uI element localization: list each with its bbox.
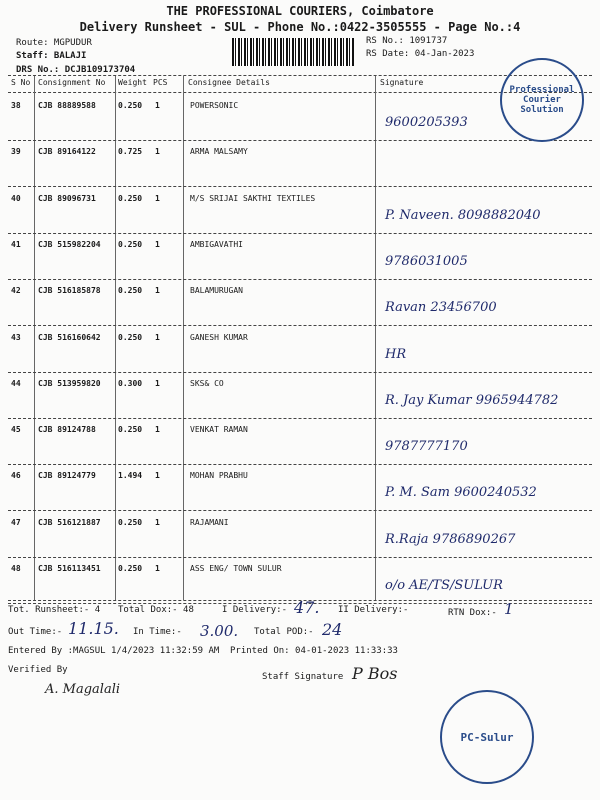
consignment-cell: CJB 515982204 [38,239,101,249]
weight-cell: 0.250 [118,101,143,110]
table-row [0,329,600,375]
sno-cell: 46 [11,471,21,481]
consignee-cell: MOHAN PRABHU [190,471,248,481]
pcs-cell: 1 [155,471,160,481]
i-delivery-value: 47. [294,598,320,617]
col-weight: Weight [118,78,147,87]
consignee-cell: ASS ENG/ TOWN SULUR [190,564,282,573]
consignee-cell: BALAMURUGAN [190,286,243,296]
consignee-cell: POWERSONIC [190,101,239,110]
pcs-cell: 1 [155,425,160,435]
weight-cell: 0.250 [118,564,143,573]
pcs-cell: 1 [155,101,160,110]
out-time-label: Out Time:- [8,627,63,637]
document-title: THE PROFESSIONAL COURIERS, Coimbatore [166,4,434,18]
table-row [0,143,600,189]
total-pod-value: 24 [322,620,343,639]
consignment-cell: CJB 89164122 [38,147,96,157]
col-consignee: Consignee Details [188,78,270,87]
weight-cell: 0.250 [118,332,143,342]
recipient-signature: 9600205393 [385,115,468,130]
consignee-cell: SKS& CO [190,378,224,388]
recipient-signature: o/o AE/TS/SULUR [385,578,503,593]
weight-cell: 0.725 [118,147,143,157]
barcode [232,38,354,66]
staff-signature-label: Staff Signature [262,672,344,682]
weight-cell: 0.250 [118,517,143,527]
weight-cell: 0.250 [118,286,143,296]
staff: Staff: BALAJI [16,51,87,61]
pcs-cell: 1 [155,239,160,249]
in-time-label: In Time:- [133,627,182,637]
recipient-signature: P. M. Sam 9600240532 [385,485,537,501]
rs-date: RS Date: 04-Jan-2023 [366,49,475,59]
printed-on: Printed On: 04-01-2023 11:33:33 [230,646,398,656]
table-row [0,514,600,560]
recipient-signature: P. Naveen. 8098882040 [385,207,541,223]
pcs-cell: 1 [155,564,160,573]
verifier-signature: A. Magalali [45,682,121,697]
sno-cell: 39 [11,147,21,157]
rtn-dox-label: RTN Dox:- [448,608,497,618]
consignment-cell: CJB 89124779 [38,471,96,481]
document-subtitle: Delivery Runsheet - SUL - Phone No.:0422-3505555 - Page No.:4 [79,20,521,34]
ii-delivery-label: II Delivery:- [338,605,409,615]
table-row [0,236,600,282]
pcs-cell: 1 [155,332,160,342]
i-delivery-label: I Delivery:- [222,605,288,615]
verified-by-label: Verified By [8,665,68,675]
col-sno: S No [11,78,31,87]
consignment-cell: CJB 516121887 [38,517,101,527]
route: Route: MGPUDUR [16,38,92,48]
rtn-dox-value: 1 [504,600,514,618]
recipient-signature: 9786031005 [385,253,468,269]
consignee-cell: ARMA MALSAMY [190,147,248,157]
out-time-value: 11.15. [68,619,119,638]
table-row [0,375,600,421]
pcs-cell: 1 [155,517,160,527]
col-pcs: PCS [153,78,168,87]
staff-signature: P Bos [352,664,398,683]
recipient-signature: R.Raja 9786890267 [385,531,516,547]
weight-cell: 0.300 [118,378,143,388]
consignee-cell: AMBIGAVATHI [190,239,243,249]
in-time-value: 3.00. [200,622,239,640]
pcs-cell: 1 [155,286,160,296]
pcs-cell: 1 [155,378,160,388]
table-row [0,421,600,467]
sno-cell: 45 [11,425,21,435]
tot-runsheet: Tot. Runsheet:- 4 [8,605,101,615]
consignment-cell: CJB 88889588 [38,101,96,110]
recipient-signature: Ravan 23456700 [385,300,497,316]
pcs-cell: 1 [155,193,160,203]
entered-by: Entered By :MAGSUL 1/4/2023 11:32:59 AM [8,646,220,656]
sno-cell: 40 [11,193,21,203]
sno-cell: 41 [11,239,21,249]
table-row [0,190,600,236]
pcs-cell: 1 [155,147,160,157]
sno-cell: 38 [11,101,21,110]
branch-stamp: PC-Sulur [440,690,534,784]
consignee-cell: VENKAT RAMAN [190,425,248,435]
consignee-cell: RAJAMANI [190,517,229,527]
consignment-cell: CJB 516160642 [38,332,101,342]
consignment-cell: CJB 89096731 [38,193,96,203]
consignment-cell: CJB 513959820 [38,378,101,388]
recipient-signature: HR [385,346,407,362]
sno-cell: 43 [11,332,21,342]
rs-number: RS No.: 1091737 [366,36,448,46]
total-dox: Total Dox:- 48 [118,605,194,615]
consignment-cell: CJB 516113451 [38,564,101,573]
table-row [0,282,600,328]
weight-cell: 0.250 [118,425,143,435]
company-stamp: Professional Courier Solution [500,58,584,142]
weight-cell: 1.494 [118,471,143,481]
col-signature: Signature [380,78,424,87]
drs-number: DRS No.: DCJB109173704 [16,65,136,75]
sno-cell: 47 [11,517,21,527]
consignment-cell: CJB 89124788 [38,425,96,435]
consignee-cell: M/S SRIJAI SAKTHI TEXTILES [190,193,316,203]
consignment-cell: CJB 516185878 [38,286,101,296]
sno-cell: 42 [11,286,21,296]
sno-cell: 44 [11,378,21,388]
weight-cell: 0.250 [118,239,143,249]
consignee-cell: GANESH KUMAR [190,332,248,342]
weight-cell: 0.250 [118,193,143,203]
sno-cell: 48 [11,564,21,573]
table-row [0,467,600,513]
total-pod-label: Total POD:- [254,627,314,637]
recipient-signature: 9787777170 [385,439,468,455]
col-consignment: Consignment No [38,78,106,87]
recipient-signature: R. Jay Kumar 9965944782 [385,392,559,408]
